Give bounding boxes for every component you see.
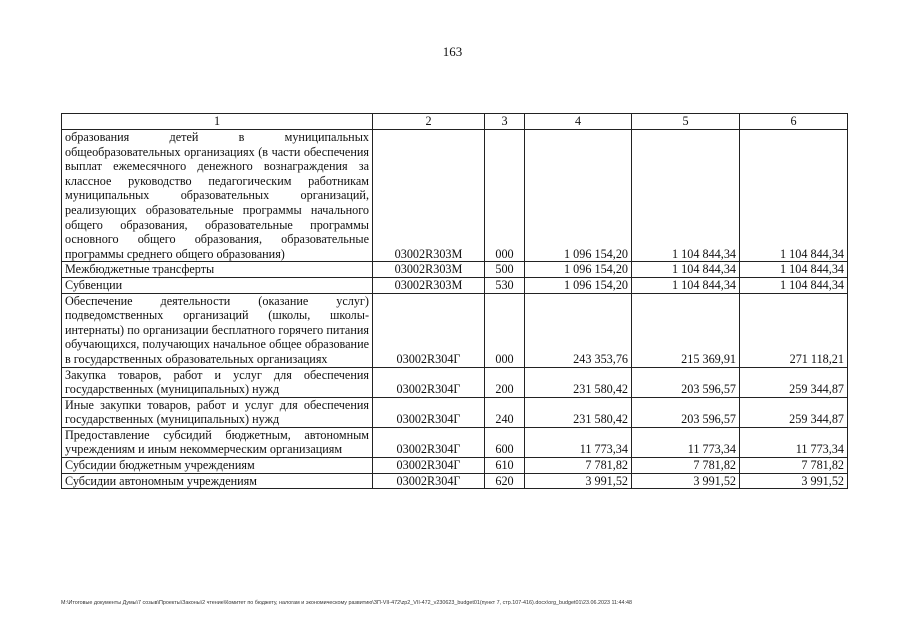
row-name: Обеспечение деятельности (оказание услуг) подведомственных организаций (школы, школы-интернаты) по организации бесплатного горячего питания обучающихся, получающих начальное общее образование в государственных образовательных организациях bbox=[62, 293, 373, 367]
column-header: 3 bbox=[485, 114, 525, 130]
value-column-6: 1 104 844,34 bbox=[740, 130, 848, 262]
value-column-6: 271 118,21 bbox=[740, 293, 848, 367]
expense-type-code: 200 bbox=[485, 367, 525, 397]
page-number: 163 bbox=[442, 44, 463, 59]
row-name: Субсидии автономным учреждениям bbox=[62, 473, 373, 489]
value-column-6: 3 991,52 bbox=[740, 473, 848, 489]
value-column-5: 1 104 844,34 bbox=[632, 262, 740, 278]
target-article-code: 03002R304Г bbox=[373, 458, 485, 474]
target-article-code: 03002R303M bbox=[373, 262, 485, 278]
table-row bbox=[62, 473, 848, 489]
expense-type-code: 240 bbox=[485, 397, 525, 427]
value-column-5: 203 596,57 bbox=[632, 367, 740, 397]
value-column-6: 1 104 844,34 bbox=[740, 262, 848, 278]
value-column-4: 1 096 154,20 bbox=[525, 277, 632, 293]
column-header: 5 bbox=[632, 114, 740, 130]
target-article-code: 03002R303M bbox=[373, 130, 485, 262]
expense-type-code: 000 bbox=[485, 130, 525, 262]
file-path-footer: M:\Итоговые документы Думы\7 созыв\Проекты\Законы\2 чтение\Комитет по бюджету, налогам и экономическому развитию\ЗП-VII-472\zp2_VII-472_v230623_budget01(пункт 7, стр.107-416).docx\org_budget01\23.06.2023 11:44:48 bbox=[61, 600, 633, 606]
row-name: Межбюджетные трансферты bbox=[62, 262, 373, 278]
value-column-5: 3 991,52 bbox=[632, 473, 740, 489]
target-article-code: 03002R304Г bbox=[373, 473, 485, 489]
value-column-6: 259 344,87 bbox=[740, 367, 848, 397]
value-column-4: 231 580,42 bbox=[525, 397, 632, 427]
value-column-5: 215 369,91 bbox=[632, 293, 740, 367]
table-row bbox=[62, 130, 848, 262]
target-article-code: 03002R304Г bbox=[373, 427, 485, 457]
table-row bbox=[62, 458, 848, 474]
value-column-5: 1 104 844,34 bbox=[632, 130, 740, 262]
budget-table bbox=[61, 113, 848, 489]
table-row bbox=[62, 293, 848, 367]
expense-type-code: 620 bbox=[485, 473, 525, 489]
target-article-code: 03002R304Г bbox=[373, 293, 485, 367]
row-name: Закупка товаров, работ и услуг для обеспечения государственных (муниципальных) нужд bbox=[62, 367, 373, 397]
expense-type-code: 500 bbox=[485, 262, 525, 278]
value-column-4: 231 580,42 bbox=[525, 367, 632, 397]
expense-type-code: 000 bbox=[485, 293, 525, 367]
expense-type-code: 610 bbox=[485, 458, 525, 474]
value-column-5: 203 596,57 bbox=[632, 397, 740, 427]
target-article-code: 03002R303M bbox=[373, 277, 485, 293]
value-column-5: 11 773,34 bbox=[632, 427, 740, 457]
column-header: 6 bbox=[740, 114, 848, 130]
value-column-6: 1 104 844,34 bbox=[740, 277, 848, 293]
target-article-code: 03002R304Г bbox=[373, 367, 485, 397]
value-column-4: 1 096 154,20 bbox=[525, 130, 632, 262]
row-name: Субвенции bbox=[62, 277, 373, 293]
column-header: 4 bbox=[525, 114, 632, 130]
table-row bbox=[62, 367, 848, 397]
value-column-4: 3 991,52 bbox=[525, 473, 632, 489]
row-name: образования детей в муниципальных общеобразовательных организациях (в части обеспечения выплат ежемесячного денежного вознаграждения за классное руководство педагогическим работникам муниципальных образовательных организаций, реализующих образовательные программы начального общего образования, образовательные программы основного общего образования, образовательные программы среднего общего образования) bbox=[62, 130, 373, 262]
column-header: 2 bbox=[373, 114, 485, 130]
table-row bbox=[62, 397, 848, 427]
value-column-4: 7 781,82 bbox=[525, 458, 632, 474]
value-column-4: 1 096 154,20 bbox=[525, 262, 632, 278]
value-column-6: 11 773,34 bbox=[740, 427, 848, 457]
value-column-6: 259 344,87 bbox=[740, 397, 848, 427]
row-name: Субсидии бюджетным учреждениям bbox=[62, 458, 373, 474]
table-row bbox=[62, 427, 848, 457]
table-row bbox=[62, 262, 848, 278]
value-column-6: 7 781,82 bbox=[740, 458, 848, 474]
expense-type-code: 600 bbox=[485, 427, 525, 457]
value-column-4: 243 353,76 bbox=[525, 293, 632, 367]
row-name: Иные закупки товаров, работ и услуг для обеспечения государственных (муниципальных) нужд bbox=[62, 397, 373, 427]
row-name: Предоставление субсидий бюджетным, автономным учреждениям и иным некоммерческим организациям bbox=[62, 427, 373, 457]
value-column-5: 7 781,82 bbox=[632, 458, 740, 474]
table-row bbox=[62, 277, 848, 293]
value-column-5: 1 104 844,34 bbox=[632, 277, 740, 293]
expense-type-code: 530 bbox=[485, 277, 525, 293]
target-article-code: 03002R304Г bbox=[373, 397, 485, 427]
column-header: 1 bbox=[62, 114, 373, 130]
header-row bbox=[62, 114, 848, 130]
value-column-4: 11 773,34 bbox=[525, 427, 632, 457]
